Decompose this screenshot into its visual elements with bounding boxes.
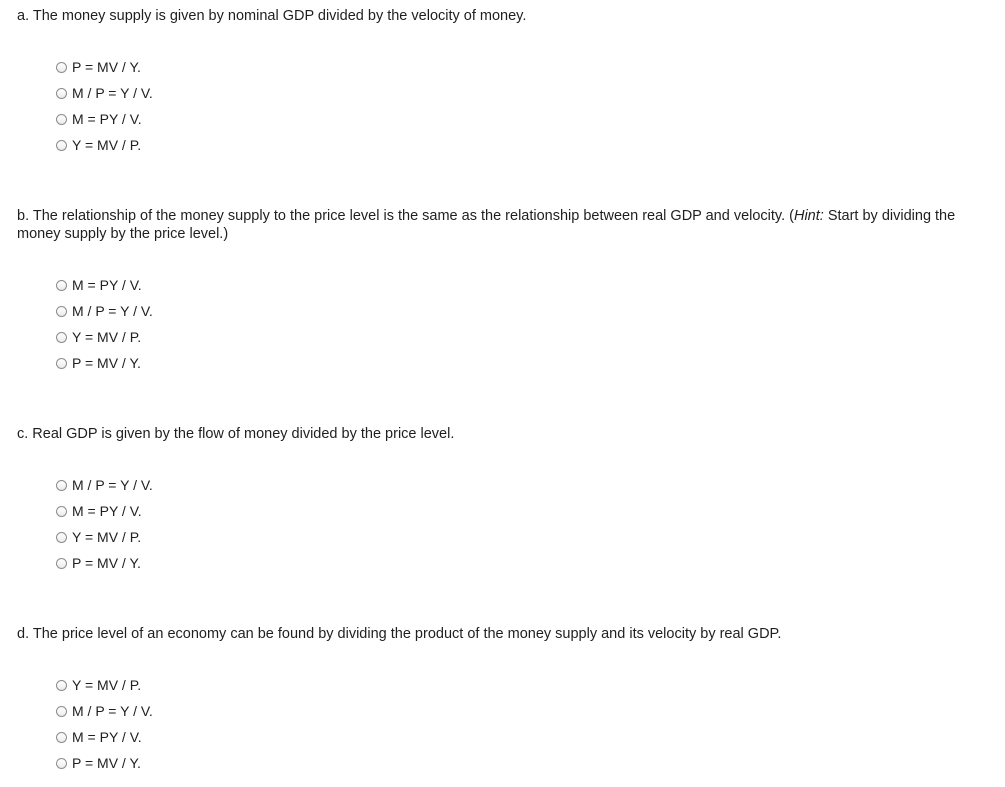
option-label: M / P = Y / V.	[72, 703, 153, 719]
question-a-option-4[interactable]	[56, 132, 153, 158]
option-label: M / P = Y / V.	[72, 303, 153, 319]
radio-button[interactable]	[56, 332, 67, 343]
radio-button[interactable]	[56, 532, 67, 543]
question-d	[17, 625, 972, 771]
question-b-prompt-text: b. The relationship of the money supply to the price level is the same as the relationship between real GDP and velocity. (	[17, 208, 794, 224]
question-d-option-2[interactable]	[56, 698, 153, 724]
option-label: P = MV / Y.	[72, 355, 141, 371]
option-label: Y = MV / P.	[72, 677, 142, 693]
question-c-prompt: c. Real GDP is given by the flow of money divided by the price level.	[17, 426, 455, 442]
question-a-option-3[interactable]	[56, 106, 153, 132]
question-d-prompt: d. The price level of an economy can be found by dividing the product of the money supply and its velocity by real GDP.	[17, 626, 782, 642]
question-c	[17, 425, 972, 571]
option-label: M = PY / V.	[72, 729, 142, 745]
question-d-option-1[interactable]	[56, 672, 153, 698]
question-c-option-2[interactable]	[56, 498, 153, 524]
radio-button[interactable]	[56, 732, 67, 743]
option-label: M = PY / V.	[72, 503, 142, 519]
radio-button[interactable]	[56, 114, 67, 125]
question-b-options	[56, 272, 153, 376]
radio-button[interactable]	[56, 62, 67, 73]
radio-button[interactable]	[56, 558, 67, 569]
radio-button[interactable]	[56, 280, 67, 291]
option-label: P = MV / Y.	[72, 555, 141, 571]
question-c-option-3[interactable]	[56, 524, 153, 550]
question-c-options	[56, 472, 153, 576]
question-b-option-4[interactable]	[56, 350, 153, 376]
radio-button[interactable]	[56, 306, 67, 317]
radio-button[interactable]	[56, 680, 67, 691]
question-d-option-4[interactable]	[56, 750, 153, 776]
radio-button[interactable]	[56, 358, 67, 369]
option-label: P = MV / Y.	[72, 755, 141, 771]
question-b-option-3[interactable]	[56, 324, 153, 350]
question-a-option-2[interactable]	[56, 80, 153, 106]
option-label: Y = MV / P.	[72, 137, 142, 153]
radio-button[interactable]	[56, 758, 67, 769]
question-a	[17, 7, 972, 153]
option-label: M / P = Y / V.	[72, 477, 153, 493]
question-b-prompt	[17, 207, 972, 243]
option-label: M / P = Y / V.	[72, 85, 153, 101]
question-b-option-1[interactable]	[56, 272, 153, 298]
question-c-option-4[interactable]	[56, 550, 153, 576]
question-b	[17, 207, 972, 371]
radio-button[interactable]	[56, 506, 67, 517]
question-d-options	[56, 672, 153, 776]
option-label: P = MV / Y.	[72, 59, 141, 75]
option-label: Y = MV / P.	[72, 329, 142, 345]
question-b-option-2[interactable]	[56, 298, 153, 324]
option-label: M = PY / V.	[72, 111, 142, 127]
option-label: M = PY / V.	[72, 277, 142, 293]
question-a-option-1[interactable]	[56, 54, 153, 80]
radio-button[interactable]	[56, 706, 67, 717]
question-b-hint-text: Start by dividing the money supply by the price level.)	[17, 208, 956, 242]
question-c-option-1[interactable]	[56, 472, 153, 498]
question-d-option-3[interactable]	[56, 724, 153, 750]
option-label: Y = MV / P.	[72, 529, 142, 545]
hint-label: Hint:	[793, 208, 824, 224]
radio-button[interactable]	[56, 140, 67, 151]
radio-button[interactable]	[56, 480, 67, 491]
question-a-options	[56, 54, 153, 158]
radio-button[interactable]	[56, 88, 67, 99]
question-a-prompt: a. The money supply is given by nominal GDP divided by the velocity of money.	[17, 8, 527, 24]
